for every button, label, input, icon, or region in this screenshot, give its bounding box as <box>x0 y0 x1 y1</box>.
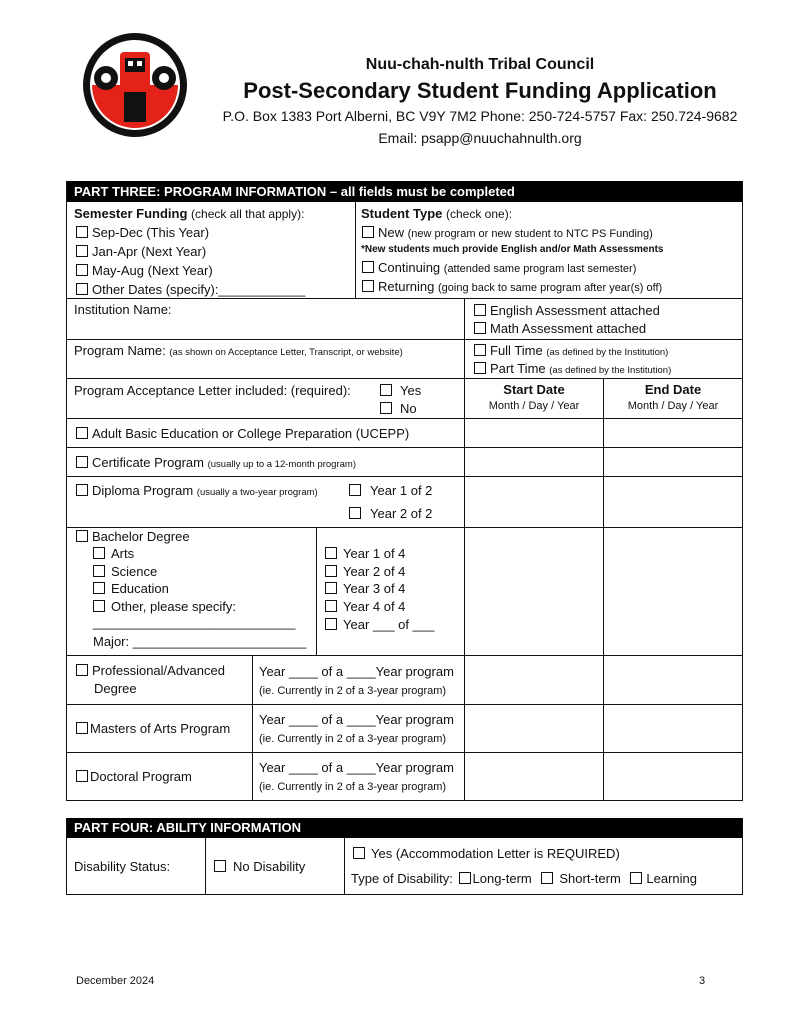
page-number: 3 <box>699 975 706 987</box>
bachelor-year-1[interactable]: Year 1 of 4 <box>325 546 405 561</box>
form-title: Post-Secondary Student Funding Application <box>243 78 717 103</box>
professional-option-line2: Degree <box>94 681 137 696</box>
checkbox[interactable] <box>325 547 337 559</box>
diploma-year-1[interactable]: Year 1 of 2 <box>349 483 432 498</box>
checkbox[interactable] <box>93 565 105 577</box>
checkbox[interactable] <box>76 264 88 276</box>
checkbox[interactable] <box>76 245 88 257</box>
semester-option-sep-dec[interactable]: Sep-Dec (This Year) <box>76 225 209 240</box>
checkbox[interactable] <box>362 280 374 292</box>
checkbox[interactable] <box>76 722 88 734</box>
checkbox[interactable] <box>76 530 88 542</box>
checkbox[interactable] <box>76 226 88 238</box>
institution-name-label: Institution Name: <box>74 302 172 317</box>
checkbox[interactable] <box>541 872 553 884</box>
bachelor-year-4[interactable]: Year 4 of 4 <box>325 599 405 614</box>
disability-short-term[interactable]: Short-term <box>535 871 620 886</box>
bachelor-option[interactable]: Bachelor Degree <box>76 529 190 544</box>
start-date-format: Month / Day / Year <box>488 400 580 412</box>
part-three-heading: PART THREE: PROGRAM INFORMATION – all fields must be completed <box>66 181 743 202</box>
bachelor-other[interactable]: Other, please specify: <box>93 599 236 614</box>
checkbox[interactable] <box>474 322 486 334</box>
masters-year-example: (ie. Currently in 2 of a 3-year program) <box>259 733 447 745</box>
masters-year-of-program[interactable]: Year ____ of a ____Year program <box>259 712 454 727</box>
checkbox[interactable] <box>630 872 642 884</box>
checkbox[interactable] <box>93 547 105 559</box>
checkbox[interactable] <box>353 847 365 859</box>
bachelor-education[interactable]: Education <box>93 581 169 596</box>
bachelor-other-blank[interactable]: ____________________________ <box>93 615 296 630</box>
checkbox[interactable] <box>349 484 361 496</box>
no-disability-option[interactable]: No Disability <box>214 859 305 874</box>
checkbox[interactable] <box>362 226 374 238</box>
org-name: Nuu-chah-nulth Tribal Council <box>365 56 595 73</box>
checkbox[interactable] <box>474 304 486 316</box>
doctoral-year-example: (ie. Currently in 2 of a 3-year program) <box>259 781 447 793</box>
student-type-new[interactable]: New (new program or new student to NTC PS Funding) <box>362 225 653 240</box>
footer-date: December 2024 <box>76 975 155 987</box>
part-time-option[interactable]: Part Time (as defined by the Institution) <box>474 361 671 376</box>
professional-year-of-program[interactable]: Year ____ of a ____Year program <box>259 664 454 679</box>
disability-type-row: Type of Disability: Long-term Short-term Learning <box>351 871 698 886</box>
new-student-note: *New students much provide English and/or Math Assessments <box>361 244 664 255</box>
checkbox[interactable] <box>76 283 88 295</box>
abe-option[interactable]: Adult Basic Education or College Preparation (UCEPP) <box>76 426 409 441</box>
checkbox[interactable] <box>76 484 88 496</box>
english-assessment-option[interactable]: English Assessment attached <box>474 303 660 318</box>
disability-learning[interactable]: Learning <box>624 871 697 886</box>
checkbox[interactable] <box>380 402 392 414</box>
bachelor-year-other[interactable]: Year ___ of ___ <box>325 617 434 632</box>
bachelor-major[interactable]: Major: ________________________ <box>93 634 307 649</box>
semester-option-may-aug[interactable]: May-Aug (Next Year) <box>76 263 213 278</box>
checkbox[interactable] <box>325 618 337 630</box>
math-assessment-option[interactable]: Math Assessment attached <box>474 321 646 336</box>
semester-funding-label: Semester Funding (check all that apply): <box>74 206 305 221</box>
professional-year-example: (ie. Currently in 2 of a 3-year program) <box>259 685 447 697</box>
checkbox[interactable] <box>380 384 392 396</box>
start-date-header: Start Date <box>503 382 565 397</box>
student-type-returning[interactable]: Returning (going back to same program after year(s) off) <box>362 279 662 294</box>
program-name-label: Program Name: (as shown on Acceptance Letter, Transcript, or website) <box>74 343 403 358</box>
checkbox[interactable] <box>325 565 337 577</box>
disability-long-term[interactable]: Long-term <box>457 871 532 886</box>
checkbox[interactable] <box>76 770 88 782</box>
checkbox[interactable] <box>76 664 88 676</box>
checkbox[interactable] <box>349 507 361 519</box>
masters-option[interactable]: Masters of Arts Program <box>76 721 230 736</box>
ntc-logo <box>80 30 190 140</box>
full-time-option[interactable]: Full Time (as defined by the Institution) <box>474 343 668 358</box>
semester-option-other[interactable]: Other Dates (specify):____________ <box>76 282 305 297</box>
checkbox[interactable] <box>362 261 374 273</box>
checkbox[interactable] <box>474 362 486 374</box>
checkbox[interactable] <box>325 582 337 594</box>
student-type-continuing[interactable]: Continuing (attended same program last semester) <box>362 260 636 275</box>
disability-yes-option[interactable]: Yes (Accommodation Letter is REQUIRED) <box>353 846 620 861</box>
professional-option[interactable]: Professional/Advanced <box>76 663 225 678</box>
bachelor-year-3[interactable]: Year 3 of 4 <box>325 581 405 596</box>
bachelor-arts[interactable]: Arts <box>93 546 134 561</box>
email: Email: psapp@nuuchahnulth.org <box>378 130 582 146</box>
doctoral-option[interactable]: Doctoral Program <box>76 769 192 784</box>
semester-option-jan-apr[interactable]: Jan-Apr (Next Year) <box>76 244 206 259</box>
checkbox[interactable] <box>93 582 105 594</box>
doctoral-year-of-program[interactable]: Year ____ of a ____Year program <box>259 760 454 775</box>
certificate-option[interactable]: Certificate Program (usually up to a 12-month program) <box>76 455 356 470</box>
checkbox[interactable] <box>76 456 88 468</box>
diploma-option[interactable]: Diploma Program (usually a two-year program) <box>76 483 318 498</box>
checkbox[interactable] <box>474 344 486 356</box>
end-date-format: Month / Day / Year <box>627 400 719 412</box>
checkbox[interactable] <box>76 427 88 439</box>
checkbox[interactable] <box>325 600 337 612</box>
acceptance-no[interactable]: No <box>380 401 417 416</box>
acceptance-letter-label: Program Acceptance Letter included: (required): <box>74 383 351 398</box>
bachelor-year-2[interactable]: Year 2 of 4 <box>325 564 405 579</box>
part-four-heading: PART FOUR: ABILITY INFORMATION <box>66 818 743 838</box>
checkbox[interactable] <box>214 860 226 872</box>
end-date-header: End Date <box>644 382 702 397</box>
diploma-year-2[interactable]: Year 2 of 2 <box>349 506 432 521</box>
checkbox[interactable] <box>459 872 471 884</box>
student-type-label: Student Type (check one): <box>361 206 513 221</box>
address: P.O. Box 1383 Port Alberni, BC V9Y 7M2 Phone: 250-724-5757 Fax: 250.724-9682 <box>222 108 738 124</box>
disability-status-label: Disability Status: <box>74 859 171 874</box>
acceptance-yes[interactable]: Yes <box>380 383 421 398</box>
bachelor-science[interactable]: Science <box>93 564 157 579</box>
checkbox[interactable] <box>93 600 105 612</box>
